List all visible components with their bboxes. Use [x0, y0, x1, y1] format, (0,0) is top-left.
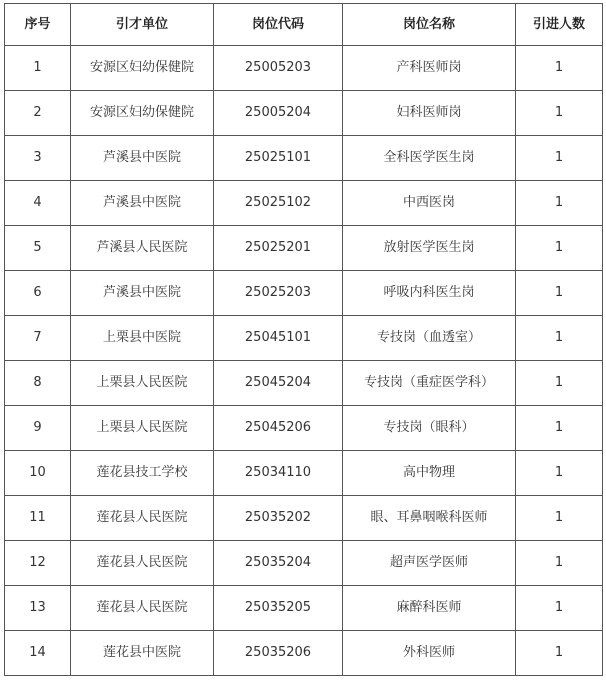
cell-position-name: 放射医学医生岗: [343, 226, 516, 271]
cell-position-name: 妇科医师岗: [343, 91, 516, 136]
table-row: [5, 46, 603, 91]
cell-position-name: 专技岗（眼科）: [343, 406, 516, 451]
cell-recruiting-unit: 莲花县中医院: [71, 631, 214, 676]
cell-headcount: 1: [516, 496, 603, 541]
cell-position-name: 中西医岗: [343, 181, 516, 226]
cell-position-code: 25025201: [214, 226, 343, 271]
table-row: [5, 451, 603, 496]
cell-position-name: 麻醉科医师: [343, 586, 516, 631]
table-row: [5, 631, 603, 676]
cell-position-name: 超声医学医师: [343, 541, 516, 586]
cell-recruiting-unit: 莲花县人民医院: [71, 586, 214, 631]
table-row: [5, 586, 603, 631]
cell-position-code: 25034110: [214, 451, 343, 496]
table-row: [5, 271, 603, 316]
cell-headcount: 1: [516, 226, 603, 271]
cell-position-code: 25035206: [214, 631, 343, 676]
cell-headcount: 1: [516, 451, 603, 496]
cell-recruiting-unit: 莲花县人民医院: [71, 496, 214, 541]
cell-position-name: 外科医师: [343, 631, 516, 676]
cell-serial-number: 5: [5, 226, 71, 271]
table-row: [5, 316, 603, 361]
cell-serial-number: 2: [5, 91, 71, 136]
cell-position-code: 25025203: [214, 271, 343, 316]
cell-position-code: 25035202: [214, 496, 343, 541]
header-position-code: 岗位代码: [214, 4, 343, 46]
cell-position-code: 25045204: [214, 361, 343, 406]
cell-recruiting-unit: 芦溪县中医院: [71, 181, 214, 226]
cell-serial-number: 6: [5, 271, 71, 316]
cell-serial-number: 7: [5, 316, 71, 361]
cell-recruiting-unit: 芦溪县人民医院: [71, 226, 214, 271]
cell-position-name: 专技岗（血透室）: [343, 316, 516, 361]
cell-headcount: 1: [516, 586, 603, 631]
cell-serial-number: 4: [5, 181, 71, 226]
cell-serial-number: 9: [5, 406, 71, 451]
cell-recruiting-unit: 莲花县人民医院: [71, 541, 214, 586]
cell-position-code: 25025102: [214, 181, 343, 226]
cell-headcount: 1: [516, 631, 603, 676]
cell-recruiting-unit: 安源区妇幼保健院: [71, 46, 214, 91]
cell-recruiting-unit: 安源区妇幼保健院: [71, 91, 214, 136]
table-row: [5, 541, 603, 586]
cell-headcount: 1: [516, 271, 603, 316]
cell-serial-number: 13: [5, 586, 71, 631]
cell-position-code: 25035204: [214, 541, 343, 586]
table-row: [5, 406, 603, 451]
table-row: [5, 496, 603, 541]
cell-headcount: 1: [516, 136, 603, 181]
cell-position-name: 全科医学医生岗: [343, 136, 516, 181]
cell-position-code: 25025101: [214, 136, 343, 181]
cell-serial-number: 14: [5, 631, 71, 676]
cell-recruiting-unit: 芦溪县中医院: [71, 136, 214, 181]
cell-recruiting-unit: 上栗县中医院: [71, 316, 214, 361]
cell-serial-number: 8: [5, 361, 71, 406]
cell-headcount: 1: [516, 541, 603, 586]
cell-position-code: 25045206: [214, 406, 343, 451]
cell-headcount: 1: [516, 361, 603, 406]
table-row: [5, 91, 603, 136]
cell-serial-number: 3: [5, 136, 71, 181]
cell-headcount: 1: [516, 91, 603, 136]
cell-serial-number: 1: [5, 46, 71, 91]
table-body: [5, 46, 603, 676]
header-recruiting-unit: 引才单位: [71, 4, 214, 46]
table-row: [5, 181, 603, 226]
table-row: [5, 361, 603, 406]
cell-position-name: 产科医师岗: [343, 46, 516, 91]
header-headcount: 引进人数: [516, 4, 603, 46]
cell-recruiting-unit: 芦溪县中医院: [71, 271, 214, 316]
cell-recruiting-unit: 上栗县人民医院: [71, 361, 214, 406]
table-header: [5, 4, 603, 46]
table-row: [5, 226, 603, 271]
cell-position-name: 眼、耳鼻咽喉科医师: [343, 496, 516, 541]
header-serial-number: 序号: [5, 4, 71, 46]
cell-recruiting-unit: 莲花县技工学校: [71, 451, 214, 496]
cell-position-name: 呼吸内科医生岗: [343, 271, 516, 316]
cell-position-name: 专技岗（重症医学科）: [343, 361, 516, 406]
table-row: [5, 136, 603, 181]
cell-position-code: 25005203: [214, 46, 343, 91]
cell-headcount: 1: [516, 181, 603, 226]
cell-position-code: 25005204: [214, 91, 343, 136]
header-row: [5, 4, 603, 46]
cell-recruiting-unit: 上栗县人民医院: [71, 406, 214, 451]
cell-serial-number: 12: [5, 541, 71, 586]
cell-headcount: 1: [516, 406, 603, 451]
recruitment-table: [4, 3, 603, 676]
cell-position-code: 25045101: [214, 316, 343, 361]
cell-serial-number: 10: [5, 451, 71, 496]
cell-headcount: 1: [516, 46, 603, 91]
cell-position-name: 高中物理: [343, 451, 516, 496]
cell-headcount: 1: [516, 316, 603, 361]
cell-serial-number: 11: [5, 496, 71, 541]
cell-position-code: 25035205: [214, 586, 343, 631]
header-position-name: 岗位名称: [343, 4, 516, 46]
